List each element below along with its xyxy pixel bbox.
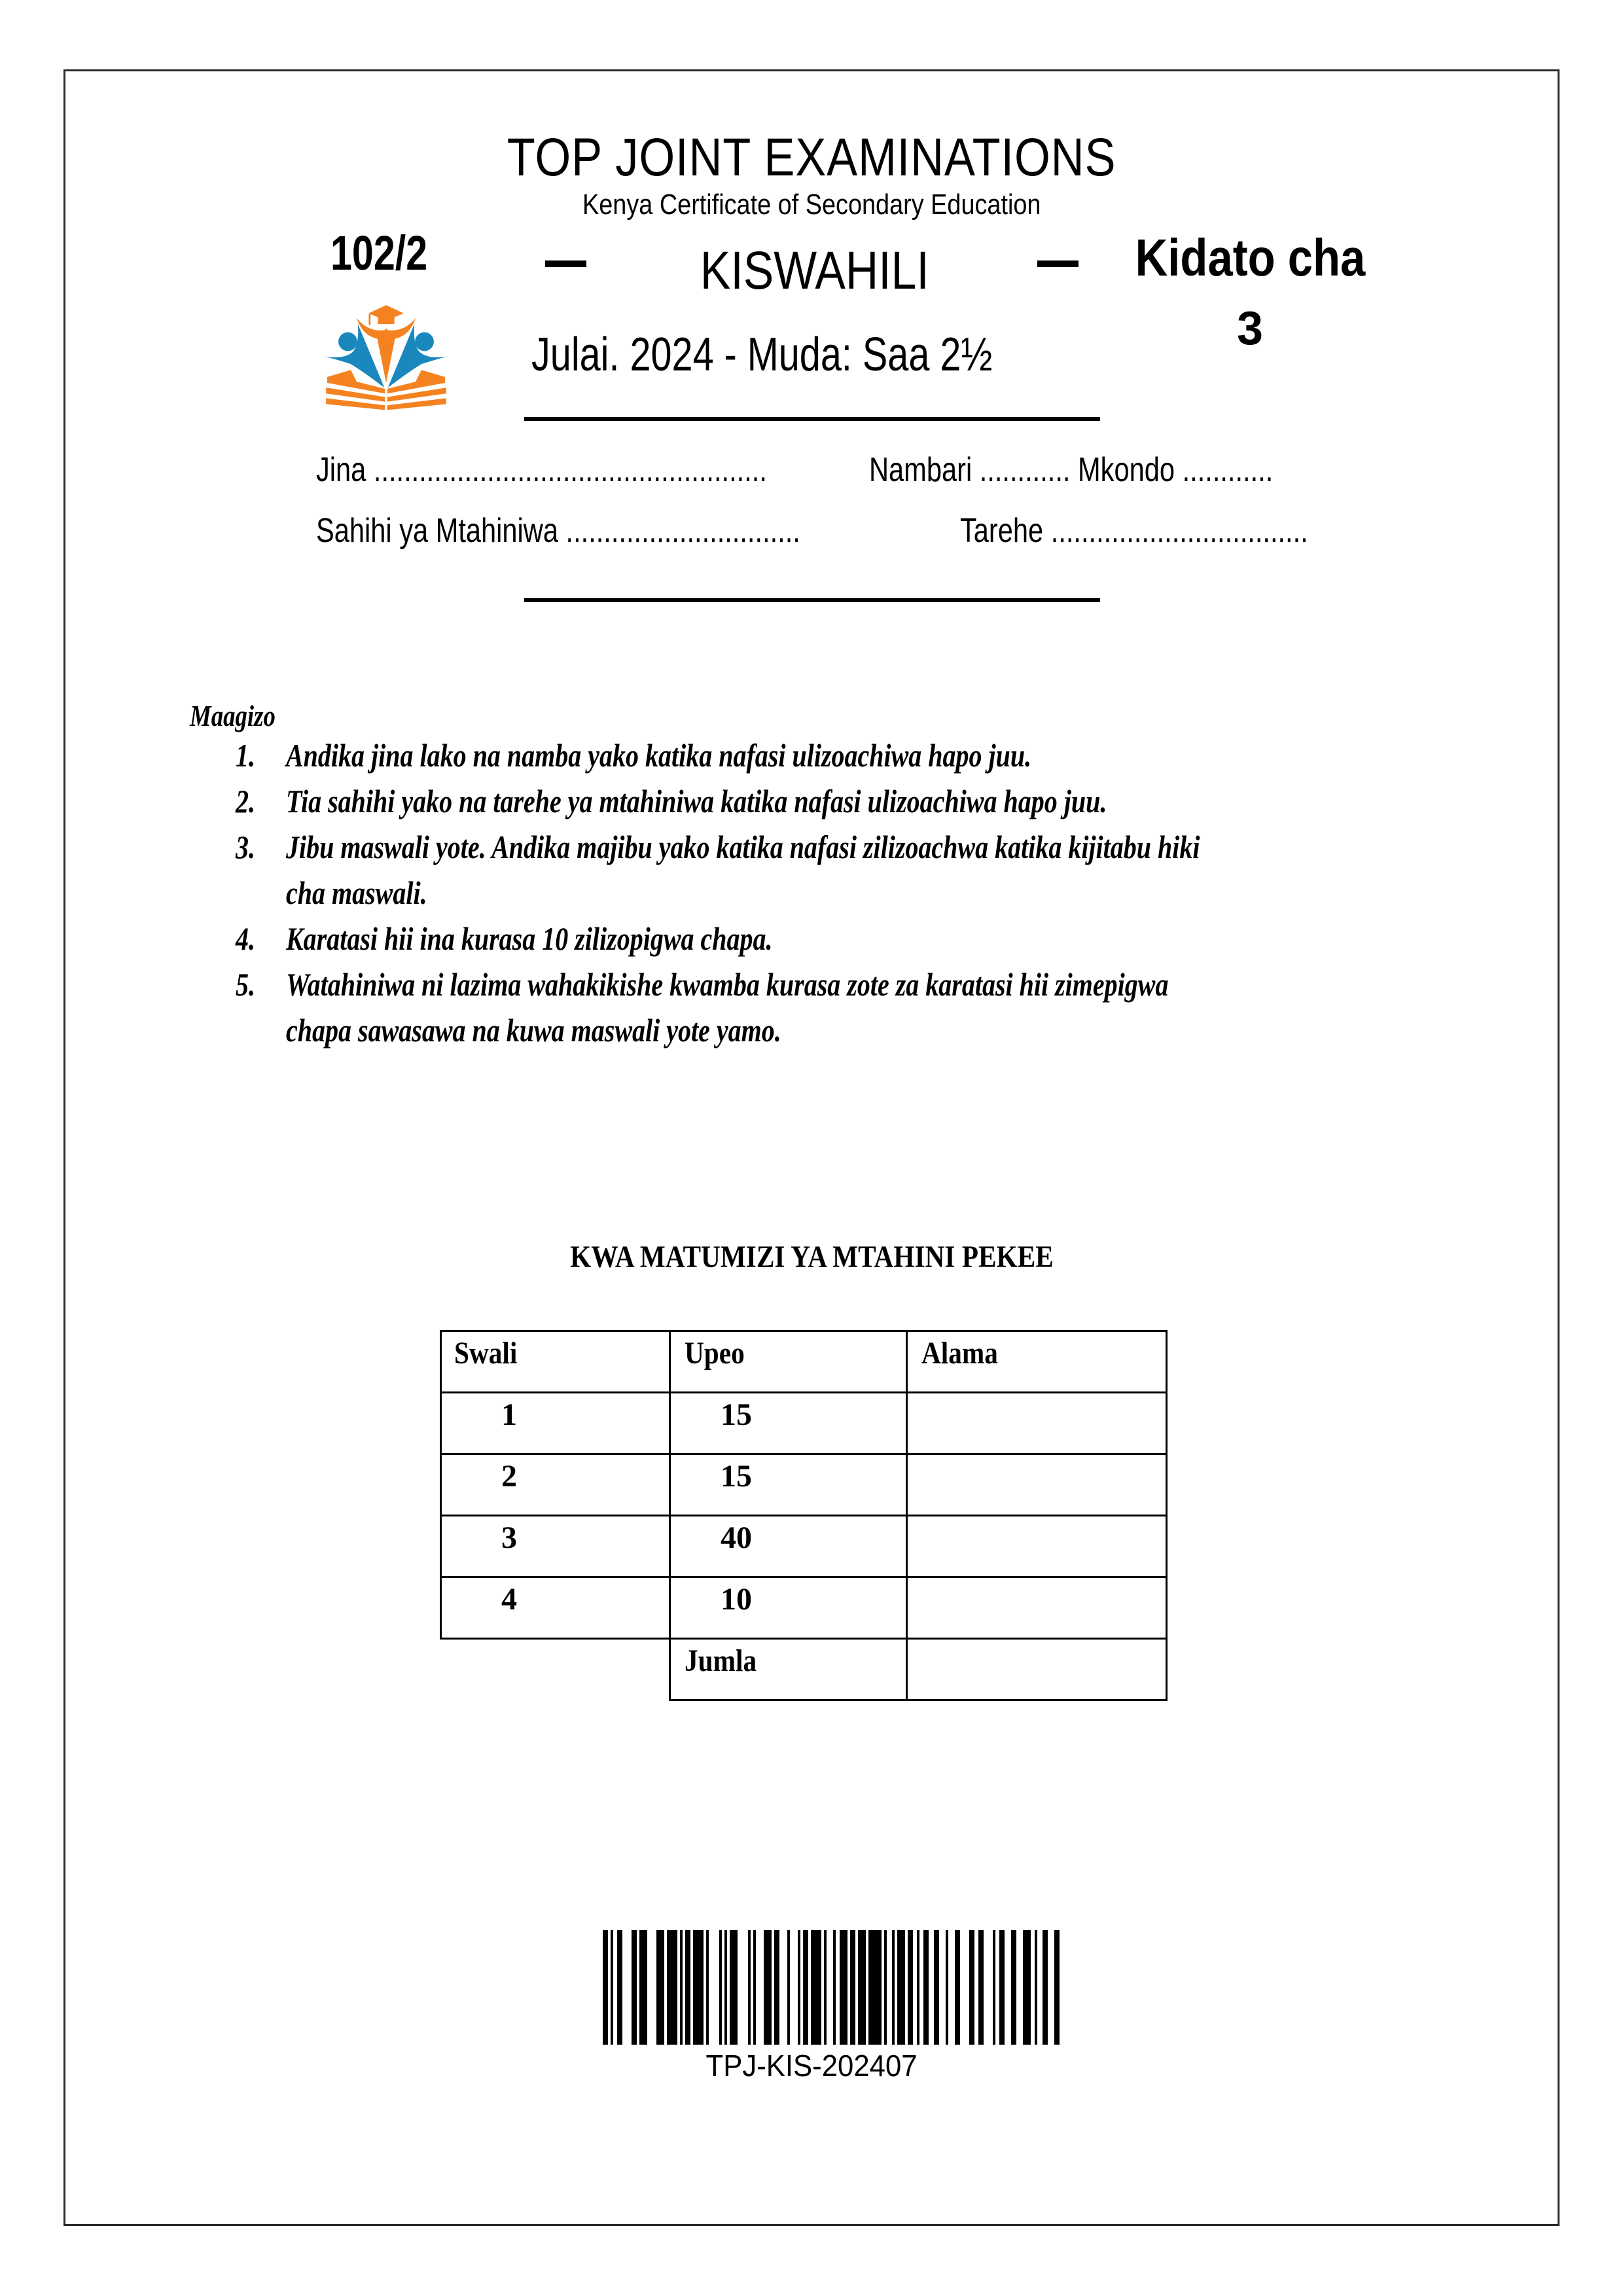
date-field-content	[960, 511, 1308, 550]
instruction-4-number	[236, 919, 260, 958]
total-label-text: Jumla	[685, 1643, 757, 1678]
date-field[interactable]	[960, 511, 1395, 550]
name-input-line[interactable]: ....................................................	[373, 451, 767, 489]
instruction-text: Andika jina lako na namba yako katika nafasi ulizoachiwa hapo juu.	[286, 737, 1032, 774]
examiner-heading-text: KWA MATUMIZI YA MTAHINI PEKEE	[569, 1240, 1054, 1274]
table-cell-upeo: 15	[721, 1397, 752, 1432]
paper-code	[330, 227, 452, 279]
instructions-heading-text: Maagizo	[190, 699, 276, 732]
subject-title-text: KISWAHILI	[700, 241, 929, 300]
header-text: Upeo	[685, 1336, 745, 1371]
paper-code-text: 102/2	[330, 226, 428, 280]
form-number: 3	[1236, 302, 1264, 355]
organization-title-text: TOP JOINT EXAMINATIONS	[507, 128, 1116, 187]
table-cell-alama-input[interactable]	[908, 1578, 1165, 1637]
instruction-2-number	[236, 781, 260, 821]
organization-title	[0, 128, 1623, 187]
header-rule-top	[524, 417, 1100, 421]
table-total-input[interactable]	[908, 1640, 1165, 1698]
date-duration-text: Julai. 2024 - Muda: Saa 2½	[531, 329, 993, 381]
table-total-label	[685, 1643, 768, 1679]
table-cell-alama-input[interactable]	[908, 1455, 1165, 1514]
instruction-text: Karatasi hii ina kurasa 10 zilizopigwa chapa.	[286, 920, 773, 957]
instruction-4	[286, 919, 894, 958]
subject-title	[654, 242, 975, 300]
name-field[interactable]	[316, 450, 880, 490]
table-cell-alama-input[interactable]	[908, 1393, 1165, 1452]
instruction-number: 5.	[236, 966, 255, 1003]
instruction-number: 1.	[236, 737, 255, 774]
instruction-5-number	[236, 965, 260, 1004]
instruction-text: Tia sahihi yako na tarehe ya mtahiniwa katika nafasi ulizoachiwa hapo juu.	[286, 783, 1107, 819]
instruction-text: Jibu maswali yote. Andika majibu yako katika nafasi zilizoachwa katika kijitabu hiki	[286, 829, 1200, 865]
instruction-1-number	[236, 736, 260, 775]
instruction-2	[286, 781, 1312, 821]
barcode-label	[0, 2049, 1623, 2083]
header-text: Swali	[454, 1336, 518, 1371]
header-rule-bottom	[524, 598, 1100, 602]
instruction-1	[286, 736, 1218, 775]
table-cell-upeo: 10	[721, 1582, 752, 1617]
instruction-number: 4.	[236, 920, 255, 957]
table-header-alama	[921, 1335, 1010, 1372]
instruction-text: chapa sawasawa na kuwa maswali yote yamo.	[286, 1012, 781, 1049]
header-text: Alama	[921, 1336, 998, 1371]
table-cell-swali: 3	[501, 1520, 517, 1555]
table-cell-upeo: 15	[721, 1459, 752, 1494]
form-label-text: Kidato cha	[1135, 228, 1365, 287]
organization-subtitle-text: Kenya Certificate of Secondary Education	[582, 188, 1041, 221]
number-field-content	[869, 450, 1273, 490]
name-label: Jina	[316, 451, 366, 489]
instructions-heading	[190, 698, 297, 734]
table-cell-alama-input[interactable]	[908, 1516, 1165, 1575]
dash-left	[545, 260, 586, 267]
barcode-icon	[603, 1930, 1061, 2045]
instruction-text: cha maswali.	[286, 874, 427, 911]
signature-label: Sahihi ya Mtahiniwa	[316, 512, 558, 550]
stream-input-line[interactable]: ............	[1182, 451, 1274, 489]
table-cell-swali: 2	[501, 1459, 517, 1494]
date-input-line[interactable]: ..................................	[1050, 512, 1308, 550]
table-header-upeo	[685, 1335, 755, 1372]
barcode-label-text: TPJ-KIS-202407	[705, 2049, 918, 2083]
stream-label: Mkondo	[1078, 451, 1175, 489]
form-label	[1113, 229, 1387, 287]
name-field-content	[316, 450, 767, 490]
number-input-line[interactable]: ............	[979, 451, 1071, 489]
table-cell-swali: 1	[501, 1397, 517, 1432]
instruction-5	[286, 965, 1389, 1004]
instruction-number: 2.	[236, 783, 255, 819]
instruction-3	[286, 827, 1429, 867]
logo-icon	[315, 295, 457, 412]
table-header-swali	[454, 1335, 527, 1372]
instruction-5-cont	[286, 1011, 905, 1050]
dash-right	[1037, 260, 1079, 267]
signature-field-content	[316, 511, 800, 550]
signature-field[interactable]	[316, 511, 921, 550]
signature-input-line[interactable]: ...............................	[565, 512, 800, 550]
number-field[interactable]	[869, 450, 1374, 490]
date-duration	[531, 327, 1108, 382]
examiner-heading	[0, 1239, 1623, 1276]
organization-subtitle	[0, 188, 1623, 221]
number-label: Nambari	[869, 451, 972, 489]
instruction-3-cont	[286, 873, 462, 912]
date-label: Tarehe	[960, 512, 1044, 550]
table-cell-swali: 4	[501, 1582, 517, 1617]
instruction-3-number	[236, 827, 260, 867]
table-cell-upeo: 40	[721, 1520, 752, 1555]
page-border	[63, 69, 1560, 2226]
instruction-number: 3.	[236, 829, 255, 865]
instruction-text: Watahiniwa ni lazima wahakikishe kwamba kurasa zote za karatasi hii zimepigwa	[286, 966, 1169, 1003]
